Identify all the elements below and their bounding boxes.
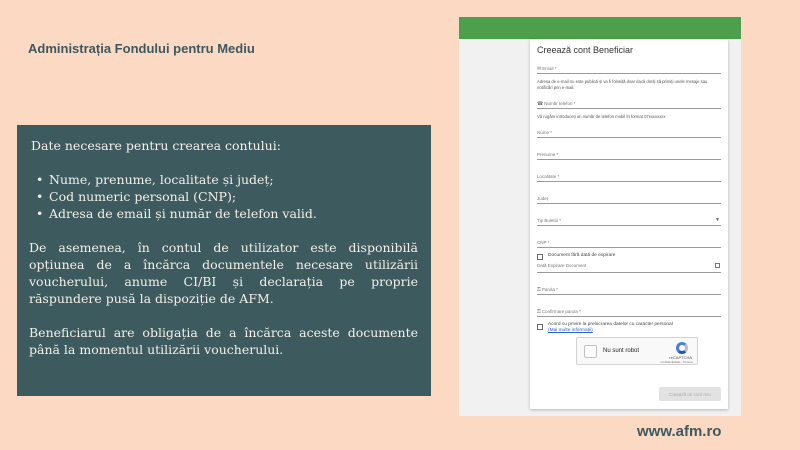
email-hint: Adresa de e-mail nu este publică și va fi folosită doar dacă doriți să primiți unele mesaje sau notificări prin e-mail.	[537, 79, 708, 90]
nume-label: Nume *	[537, 130, 553, 135]
consent-row	[537, 322, 721, 334]
organization-title: Administrația Fondului pentru Mediu	[28, 41, 255, 56]
expiry-date-field[interactable]	[537, 260, 721, 273]
consent-label: Acord cu privire la prelucrarea datelor cu caracter personal	[548, 322, 673, 327]
calendar-icon[interactable]	[715, 263, 720, 268]
recaptcha-widget	[576, 337, 698, 365]
info-heading: Date necesare pentru crearea contului:	[31, 138, 281, 153]
lock-icon: ⚿	[537, 309, 541, 315]
list-item: • Adresa de email și număr de telefon valid.	[29, 205, 418, 222]
recaptcha-brand: reCAPTCHA	[669, 355, 692, 360]
localitate-label: Localitate *	[537, 174, 560, 179]
localitate-field[interactable]	[537, 169, 721, 182]
recaptcha-terms[interactable]: Confidențialitate - Termeni	[660, 360, 693, 364]
judet-label: Județ	[537, 196, 549, 201]
registration-screenshot	[459, 17, 741, 416]
dropdown-arrow-icon: ▼	[715, 217, 720, 223]
phone-label: Număr telefon *	[544, 101, 576, 106]
confirm-parola-field[interactable]	[537, 304, 721, 317]
expiry-date-label: Dată Expirare Document	[537, 263, 587, 268]
prenume-field[interactable]	[537, 147, 721, 160]
screenshot-header-bar	[459, 17, 741, 39]
registration-form	[530, 39, 728, 409]
no-expiry-label: Document fără dată de expirare	[548, 253, 616, 258]
consent-checkbox[interactable]	[537, 324, 543, 330]
recaptcha-label: Nu sunt robot	[603, 348, 640, 354]
phone-icon: ☎	[537, 101, 544, 107]
no-expiry-row	[537, 253, 721, 260]
phone-field[interactable]	[537, 96, 721, 109]
email-label: Email *	[542, 66, 557, 71]
info-paragraph-obligation: Beneficiarul are obligația de a încărca aceste documente până la momentul utilizării voucherului.	[29, 325, 418, 357]
consent-more-link[interactable]: (Mai multe informații)	[548, 328, 593, 333]
email-field[interactable]	[537, 61, 721, 74]
account-info-panel	[17, 125, 431, 396]
judet-field[interactable]	[537, 191, 721, 204]
parola-field[interactable]	[537, 282, 721, 295]
cnp-field[interactable]	[537, 235, 721, 248]
cnp-label: CNP *	[537, 240, 550, 245]
prenume-label: Prenume *	[537, 152, 559, 157]
tip-buletin-select[interactable]	[537, 213, 721, 226]
parola-label: Parola *	[541, 287, 558, 292]
email-icon: ✉	[537, 66, 542, 72]
tip-buletin-label: Tip Buletin *	[537, 218, 562, 223]
lock-icon: ⚿	[537, 287, 541, 293]
recaptcha-checkbox[interactable]	[584, 345, 597, 358]
list-item: • Cod numeric personal (CNP);	[29, 188, 418, 205]
create-account-button[interactable]: Creează un cont nou	[659, 387, 721, 401]
recaptcha-logo-icon	[676, 342, 688, 354]
website-url: www.afm.ro	[637, 423, 722, 440]
required-data-list	[29, 171, 418, 222]
confirm-parola-label: Confirmare parola *	[541, 309, 581, 314]
phone-hint: Vă rugăm introduceți un număr de telefon mobil în format 07xxxxxxxx	[537, 114, 666, 119]
info-paragraph-documents: De asemenea, în contul de utilizator este disponibilă opțiunea de a încărca documentele necesare utilizării voucherului, anume CI/BI și declarația pe proprie răspundere pusă la dispoziție de AFM.	[29, 240, 418, 306]
nume-field[interactable]	[537, 125, 721, 138]
form-title: Creează cont Beneficiar	[537, 45, 634, 55]
list-item: • Nume, prenume, localitate și județ;	[29, 171, 418, 188]
